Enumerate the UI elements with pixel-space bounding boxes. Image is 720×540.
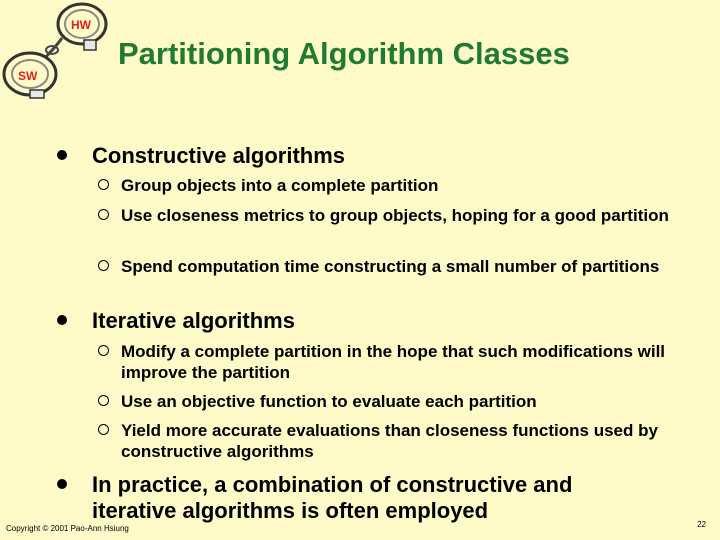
sub-bullet (98, 256, 678, 277)
bullet-dot-icon (56, 478, 68, 490)
page-number: 22 (697, 520, 706, 529)
bullet-text: In practice, a combination of constructive and iterative algorithms is often employed (92, 472, 573, 523)
bullet-dot-icon (56, 149, 68, 161)
bullet-text: Iterative algorithms (92, 308, 295, 333)
hw-lock (84, 40, 96, 50)
sub-bullet-text: Group objects into a complete partition (121, 176, 439, 195)
bullet-dot-icon (56, 314, 68, 326)
sub-bullet-text: Yield more accurate evaluations than closeness functions used by constructive algorithms (121, 421, 658, 461)
circle-bullet-icon (98, 345, 109, 356)
sub-bullet-text: Spend computation time constructing a small number of partitions (121, 257, 660, 276)
hw-sw-logo (0, 0, 115, 105)
sw-lock (30, 90, 44, 98)
sub-bullet (98, 341, 678, 383)
slide-title: Partitioning Algorithm Classes (118, 36, 570, 71)
circle-bullet-icon (98, 209, 109, 220)
sub-bullet (98, 391, 678, 412)
circle-bullet-icon (98, 395, 109, 406)
bullet-text: Constructive algorithms (92, 143, 346, 168)
circle-bullet-icon (98, 260, 109, 271)
hw-label: HW (71, 18, 91, 32)
sub-bullet (98, 205, 678, 226)
sub-bullet-text: Modify a complete partition in the hope that such modifications will improve the partition (121, 342, 666, 382)
sub-bullet-text: Use closeness metrics to group objects, hoping for a good partition (121, 206, 669, 225)
sub-bullet (98, 420, 678, 462)
copyright-notice: Copyright © 2001 Pao-Ann Hsiung (6, 524, 129, 533)
sw-label: SW (18, 69, 38, 83)
sub-bullet (98, 175, 678, 196)
circle-bullet-icon (98, 179, 109, 190)
sub-bullet-text: Use an objective function to evaluate each partition (121, 392, 537, 411)
circle-bullet-icon (98, 424, 109, 435)
